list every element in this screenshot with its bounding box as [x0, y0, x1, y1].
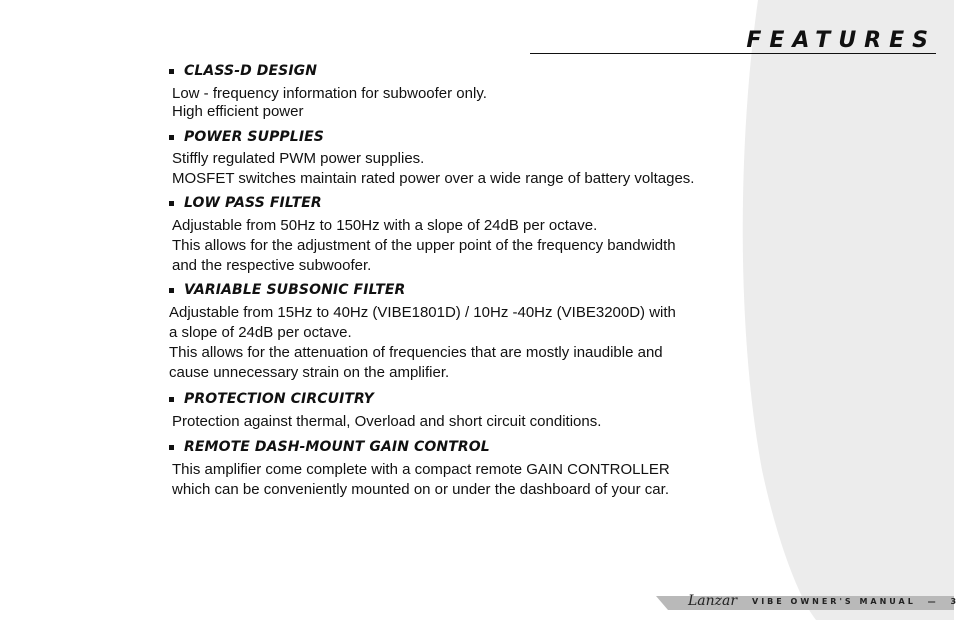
bullet-icon — [169, 288, 174, 293]
bullet-icon — [169, 201, 174, 206]
title-underline — [530, 53, 936, 54]
brand-logo: Lanzar — [688, 593, 738, 609]
page-title: FEATURES — [746, 28, 936, 53]
bullet-icon — [169, 445, 174, 450]
feature-heading: CLASS-D DESIGN — [169, 62, 317, 80]
feature-heading: PROTECTION CIRCUITRY — [169, 390, 374, 408]
bullet-icon — [169, 397, 174, 402]
feature-heading: POWER SUPPLIES — [169, 128, 324, 146]
footer-manual-label: VIBE OWNER'S MANUAL — 3 — [752, 597, 959, 606]
feature-description: This amplifier come complete with a compact remote GAIN CONTROLLER which can be conveniently mounted on or under the dashboard of your car. — [172, 461, 670, 498]
feature-description: Low - frequency information for subwoofer only. High efficient power — [172, 85, 487, 120]
feature-heading: VARIABLE SUBSONIC FILTER — [169, 281, 405, 299]
page-number: 3 — [950, 597, 959, 606]
feature-description: Stiffly regulated PWM power supplies. MOSFET switches maintain rated power over a wide range of battery voltages. — [172, 150, 695, 187]
feature-heading: LOW PASS FILTER — [169, 194, 322, 212]
bullet-icon — [169, 135, 174, 140]
footer — [656, 593, 959, 610]
bullet-icon — [169, 69, 174, 74]
feature-description: Protection against thermal, Overload and short circuit conditions. — [172, 413, 602, 430]
feature-description: Adjustable from 15Hz to 40Hz (VIBE1801D) / 10Hz -40Hz (VIBE3200D) with a slope of 24dB per octave. This allows for the attenuation of frequencies that are mostly inaudible and cause unnecessary strain on the amplifier. — [169, 304, 676, 381]
feature-description: Adjustable from 50Hz to 150Hz with a slope of 24dB per octave. This allows for the adjustment of the upper point of the frequency bandwidth and the respective subwoofer. — [172, 217, 676, 274]
feature-heading: REMOTE DASH-MOUNT GAIN CONTROL — [169, 438, 490, 456]
